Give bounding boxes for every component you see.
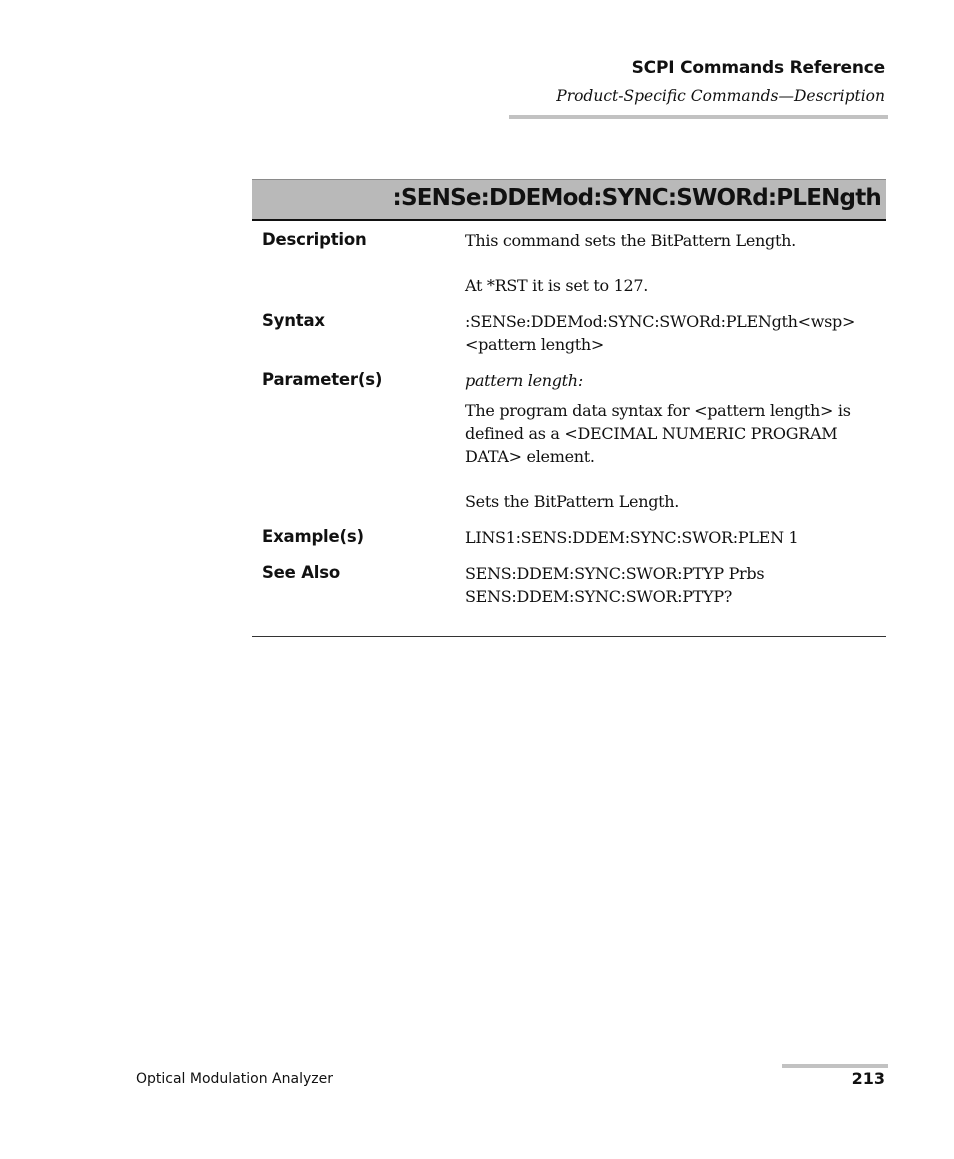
parameter-line-4: Sets the BitPattern Length.: [465, 492, 680, 511]
parameter-line-1: The program data syntax for <pattern length> is: [465, 401, 851, 420]
header-subtitle: Product-Specific Commands—Description: [556, 87, 885, 105]
parameter-line-2: defined as a <DECIMAL NUMERIC PROGRAM: [465, 424, 838, 443]
command-title-bar: [252, 179, 886, 221]
see-also-line-2: SENS:DDEM:SYNC:SWOR:PTYP?: [465, 587, 733, 606]
syntax-line-1: :SENSe:DDEMod:SYNC:SWORd:PLENgth<wsp>: [465, 312, 856, 331]
section-end-rule: [252, 636, 886, 637]
description-line-1: This command sets the BitPattern Length.: [465, 231, 796, 250]
footer-rule: [782, 1064, 888, 1068]
header-rule: [509, 115, 888, 119]
syntax-line-2: <pattern length>: [465, 335, 605, 354]
example-line-1: LINS1:SENS:DDEM:SYNC:SWOR:PLEN 1: [465, 528, 799, 547]
parameter-name: pattern length:: [465, 371, 583, 390]
syntax-label: Syntax: [262, 311, 325, 330]
examples-label: Example(s): [262, 527, 364, 546]
page-number: 213: [851, 1069, 885, 1088]
description-label: Description: [262, 230, 367, 249]
parameter-line-3: DATA> element.: [465, 447, 595, 466]
description-line-2: At *RST it is set to 127.: [465, 276, 649, 295]
footer-product: Optical Modulation Analyzer: [136, 1071, 333, 1087]
command-title: :SENSe:DDEMod:SYNC:SWORd:PLENgth: [392, 185, 881, 211]
header-title: SCPI Commands Reference: [631, 58, 885, 78]
parameters-label: Parameter(s): [262, 370, 383, 389]
see-also-label: See Also: [262, 563, 340, 582]
see-also-line-1: SENS:DDEM:SYNC:SWOR:PTYP Prbs: [465, 564, 765, 583]
